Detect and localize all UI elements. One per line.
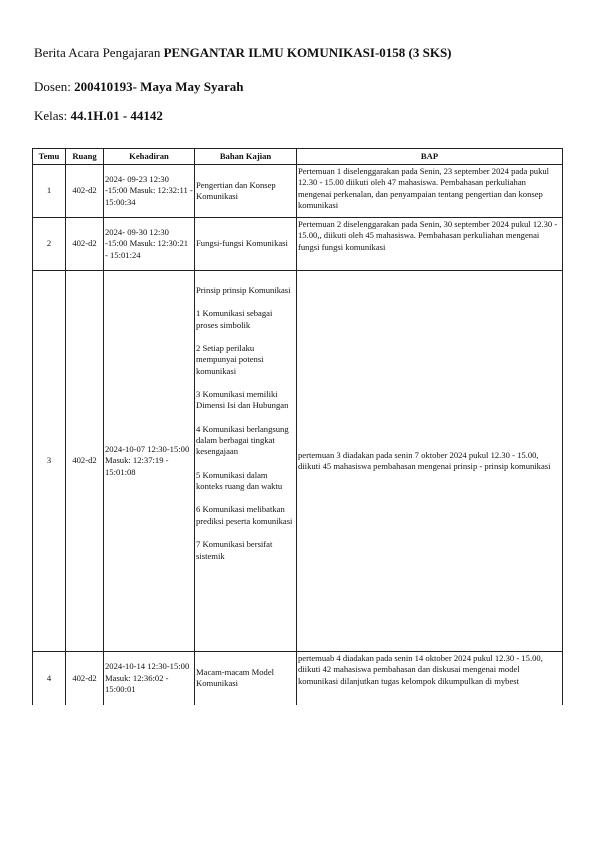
cell-kehadiran: 2024- 09-23 12:30 -15:00 Masuk: 12:32:11 - 15:00:34: [104, 165, 195, 218]
bahan-heading: Prinsip prinsip Komunikasi: [196, 285, 291, 295]
title-prefix: Berita Acara Pengajaran: [34, 45, 161, 60]
cell-temu: 4: [33, 652, 66, 705]
cell-kehadiran: 2024-10-14 12:30-15:00 Masuk: 12:36:02 - 15:00:01: [104, 652, 195, 705]
col-header-bap: BAP: [297, 149, 563, 165]
lecturer-line: [34, 79, 243, 95]
cell-kehadiran: 2024-10-07 12:30-15:00 Masuk: 12:37:19 - 15:01:08: [104, 271, 195, 652]
cell-bahan: Fungsi-fungsi Komunikasi: [195, 218, 297, 271]
cell-bahan: Macam-macam Model Komunikasi: [195, 652, 297, 705]
cell-bahan: Pengertian dan Konsep Komunikasi: [195, 165, 297, 218]
bahan-item: 6 Komunikasi melibatkan prediksi peserta komunikasi: [196, 504, 293, 526]
table-row: [33, 218, 563, 271]
bahan-item: 2 Setiap perilaku mempunyai potensi komunikasi: [196, 343, 264, 376]
col-header-kehadiran: Kehadiran: [104, 149, 195, 165]
cell-temu: 1: [33, 165, 66, 218]
cell-bap: pertemuab 4 diadakan pada senin 14 oktober 2024 pukul 12.30 - 15.00, diikuti 42 mahasiswa pembahasan dan diskusai mengenai model komunikasi dilanjutkan tugas kelompok dikumpulkan di mybest: [297, 652, 563, 705]
cell-temu: 2: [33, 218, 66, 271]
lecturer-value: 200410193- Maya May Syarah: [74, 79, 244, 94]
col-header-bahan: Bahan Kajian: [195, 149, 297, 165]
cell-ruang: 402-d2: [66, 652, 104, 705]
cell-ruang: 402-d2: [66, 165, 104, 218]
lecturer-label: Dosen:: [34, 79, 71, 94]
cell-kehadiran: 2024- 09-30 12:30 -15:00 Masuk: 12:30:21 - 15:01:24: [104, 218, 195, 271]
table-row: [33, 652, 563, 705]
cell-ruang: 402-d2: [66, 218, 104, 271]
table-header-row: [33, 149, 563, 165]
bahan-item: 1 Komunikasi sebagai proses simbolik: [196, 308, 273, 330]
table-row: [33, 165, 563, 218]
bap-table: [32, 148, 563, 705]
bahan-item: 7 Komunikasi bersifat sistemik: [196, 539, 273, 561]
cell-bap: Pertemuan 1 diselenggarakan pada Senin, 23 september 2024 pada pukul 12.30 - 15.00 diikuti oleh 47 mahasiswa. Pembahasan perkuliahan mengenai perkenalan, dan penyampaian tentang pengertian dan konsep komunikasi: [297, 165, 563, 218]
cell-temu: 3: [33, 271, 66, 652]
col-header-ruang: Ruang: [66, 149, 104, 165]
course-name: PENGANTAR ILMU KOMUNIKASI-0158 (3 SKS): [163, 45, 452, 60]
cell-bahan: [195, 271, 297, 652]
table-row: [33, 271, 563, 652]
bahan-item: 5 Komunikasi dalam konteks ruang dan waktu: [196, 469, 283, 492]
class-label: Kelas:: [34, 108, 68, 123]
bahan-item: 3 Komunikasi memiliki Dimensi Isi dan Hubungan: [196, 389, 289, 411]
cell-bap: pertemuan 3 diadakan pada senin 7 oktober 2024 pukul 12.30 - 15.00, diikuti 45 mahasiswa pembahasan mengenai prinsip - prinsip komunikasi: [297, 271, 563, 652]
document-title: [34, 45, 452, 61]
cell-bap: Pertemuan 2 diselenggarakan pada Senin, 30 september 2024 pukul 12.30 - 15.00,, diikuti oleh 45 mahasiswa. Pembahasan perkuliahan mengenai fungsi fungsi komunikasi: [297, 218, 563, 271]
class-value: 44.1H.01 - 44142: [70, 108, 163, 123]
col-header-temu: Temu: [33, 149, 66, 165]
cell-ruang: 402-d2: [66, 271, 104, 652]
bahan-item: 4 Komunikasi berlangsung dalam berbagai tingkat kesengajaan: [196, 423, 289, 457]
class-line: [34, 108, 163, 124]
